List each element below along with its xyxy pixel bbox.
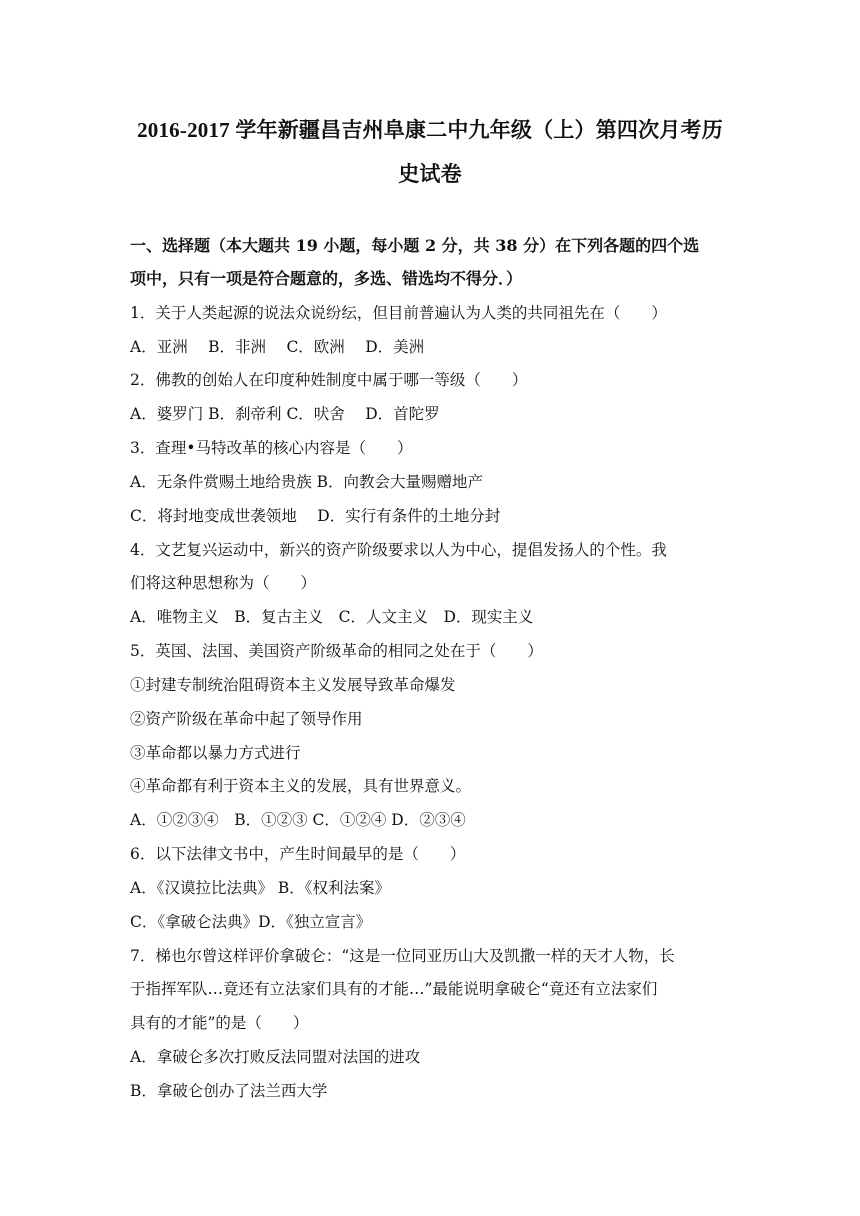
question-5-options: A．①②③④ B．①②③ C．①②④ D．②③④ — [130, 811, 466, 829]
question-3-options-cd: C．将封地变成世袭领地 D．实行有条件的土地分封 — [130, 507, 501, 525]
question-2-text: 2．佛教的创始人在印度种姓制度中属于哪一等级（ ） — [130, 371, 528, 389]
question-1-options: A．亚洲 B．非洲 C．欧洲 D．美洲 — [130, 338, 425, 356]
question-7-option-b: B．拿破仑创办了法兰西大学 — [130, 1082, 328, 1100]
question-7-text-line-3: 具有的才能”的是（ ） — [130, 1014, 309, 1032]
question-5-text: 5．英国、法国、美国资产阶级革命的相同之处在于（ ） — [130, 642, 543, 660]
question-5-statement-3: ③革命都以暴力方式进行 — [130, 744, 301, 762]
question-5-statement-1: ①封建专制统治阻碍资本主义发展导致革命爆发 — [130, 676, 456, 694]
question-3-options-ab: A．无条件赏赐土地给贵族 B．向教会大量赐赠地产 — [130, 473, 484, 491]
question-4-options: A．唯物主义 B．复古主义 C．人文主义 D．现实主义 — [130, 608, 534, 626]
section-heading-line-1: 一、选择题（本大题共 19 小题，每小题 2 分，共 38 分）在下列各题的四个选 — [130, 236, 700, 255]
question-7-option-a: A．拿破仑多次打败反法同盟对法国的进攻 — [130, 1048, 421, 1066]
question-7-text-line-2: 于指挥军队…竟还有立法家们具有的才能…”最能说明拿破仑“竟还有立法家们 — [130, 980, 658, 998]
exam-title-line-2: 史试卷 — [398, 162, 462, 186]
question-4-text-line-2: 们将这种思想称为（ ） — [130, 574, 317, 592]
question-7-text-line-1: 7．梯也尔曾这样评价拿破仑：“这是一位同亚历山大及凯撒一样的天才人物，长 — [130, 947, 675, 965]
question-2-options: A．婆罗门 B．刹帝利 C．吠舍 D．首陀罗 — [130, 405, 440, 423]
question-6-options-ab: A．《汉谟拉比法典》 B．《权利法案》 — [130, 879, 391, 897]
exam-title-line-1: 2016-2017 学年新疆昌吉州阜康二中九年级（上）第四次月考历 — [137, 118, 723, 142]
question-6-text: 6．以下法律文书中，产生时间最早的是（ ） — [130, 845, 466, 863]
section-heading-line-2: 项中，只有一项是符合题意的，多选、错选均不得分．） — [130, 269, 523, 288]
question-5-statement-2: ②资产阶级在革命中起了领导作用 — [130, 710, 363, 728]
question-3-text: 3．查理•马特改革的核心内容是（ ） — [130, 439, 413, 457]
question-4-text-line-1: 4．文艺复兴运动中，新兴的资产阶级要求以人为中心，提倡发扬人的个性。我 — [130, 541, 667, 559]
question-1-text: 1．关于人类起源的说法众说纷纭，但目前普遍认为人类的共同祖先在（ ） — [130, 304, 667, 322]
question-5-statement-4: ④革命都有利于资本主义的发展，具有世界意义。 — [130, 777, 472, 795]
question-6-options-cd: C．《拿破仑法典》D．《独立宣言》 — [130, 913, 372, 931]
